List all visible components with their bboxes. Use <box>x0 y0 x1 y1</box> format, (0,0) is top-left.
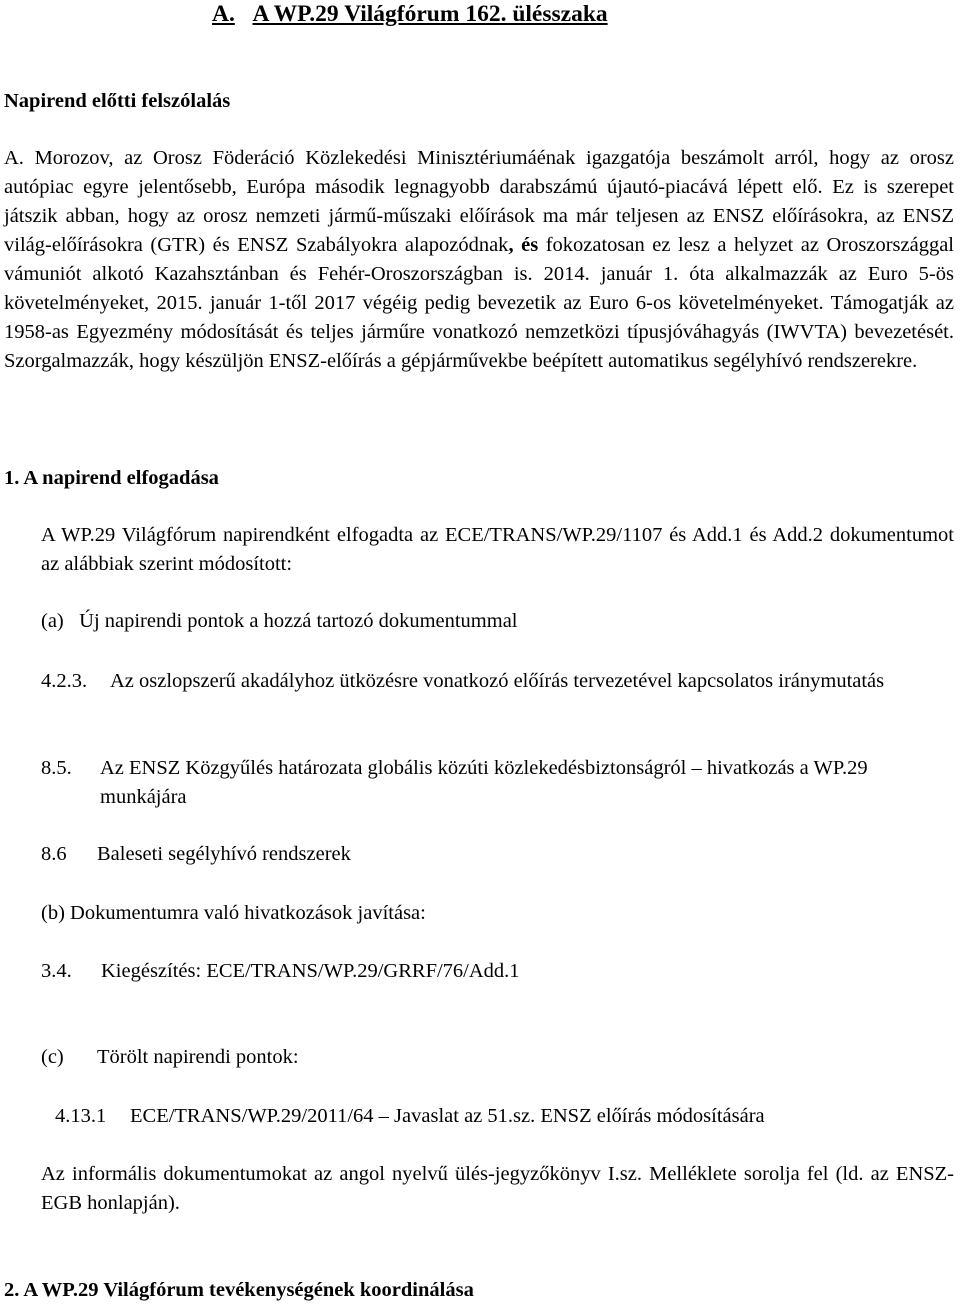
opening-p1-cont: fokozatosan ez lesz a helyzet az Oroszországgal vámuniót alkotó Kazahsztánban és Fehér-Oroszországban is. 2014. január 1. óta alkalmazzák az Euro 5-ös követelményeket, 2015. január 1-től 2017 végéig pedig bevezetik az Euro 6-os követelményeket. Támogatják az 1958-as Egyezmény módosítását és teljes járműre vonatkozó nemzetközi típusjóváhagyás (IWVTA) bevezetését. Szorgalmazzák, hogy készüljön ENSZ-előírás a gépjárművekbe beépített automatikus segélyhívó rendszerekre. <box>4 234 954 372</box>
item-4-13-1-num: 4.13.1 <box>55 1105 107 1127</box>
section1-heading: 1. A napirend elfogadása <box>4 467 219 489</box>
item-a <box>41 607 518 636</box>
item-8-6-num: 8.6 <box>41 843 67 865</box>
informal-note: Az informális dokumentumokat az angol nyelvű ülés-jegyzőkönyv I.sz. Melléklete sorolja fel (ld. az ENSZ-EGB honlapján). <box>41 1163 954 1214</box>
item-b: (b) Dokumentumra való hivatkozások javítása: <box>41 902 426 924</box>
page-title <box>212 0 608 29</box>
item-3-4-num: 3.4. <box>41 960 72 982</box>
opening-heading: Napirend előtti felszólalás <box>4 90 231 112</box>
item-c-label: (c) <box>41 1046 64 1068</box>
title-letter: A. <box>212 1 235 27</box>
section2-heading: 2. A WP.29 Világfórum tevékenységének koordinálása <box>4 1279 474 1301</box>
title-text: A WP.29 Világfórum 162. ülésszaka <box>252 1 608 27</box>
item-8-6-text: Baleseti segélyhívó rendszerek <box>97 843 351 865</box>
item-c-text: Törölt napirendi pontok: <box>97 1046 299 1068</box>
item-4-13-1-text: ECE/TRANS/WP.29/2011/64 – Javaslat az 51.sz. ENSZ előírás módosítására <box>130 1105 765 1127</box>
opening-p1: A. Morozov, az Orosz Föderáció Közlekedési Minisztériumáénak igazgatója beszámolt arról, hogy az orosz autópiac egyre jelentősebb, Európa második legnagyobb darabszámú újautó-piacává lépett elő. Ez is szerepet játszik abban, hogy az orosz nemzeti jármű-műszaki előírások ma már teljesen az ENSZ előírásokra, az ENSZ világ-előírásokra (GTR) és ENSZ Szabályokra alapozódnak <box>4 147 954 256</box>
item-4-2-3-num: 4.2.3. <box>41 670 88 692</box>
item-3-4-text: Kiegészítés: ECE/TRANS/WP.29/GRRF/76/Add.1 <box>101 960 520 982</box>
opening-paragraph <box>4 144 954 376</box>
item-4-2-3-text: Az oszlopszerű akadályhoz ütközésre vonatkozó előírás tervezetével kapcsolatos iránymutatás <box>110 670 885 692</box>
item-a-label: (a) <box>41 610 64 632</box>
item-8-5-text: Az ENSZ Közgyűlés határozata globális közúti közlekedésbiztonságról – hivatkozás a WP.29 munkájára <box>100 757 868 808</box>
section1-intro: A WP.29 Világfórum napirendként elfogadta az ECE/TRANS/WP.29/1107 és Add.1 és Add.2 dokumentumot az alábbiak szerint módosított: <box>41 524 954 575</box>
item-8-5-num: 8.5. <box>41 757 72 779</box>
item-a-text: Új napirendi pontok a hozzá tartozó dokumentummal <box>79 610 518 632</box>
opening-p1-bold: , és <box>508 234 539 256</box>
